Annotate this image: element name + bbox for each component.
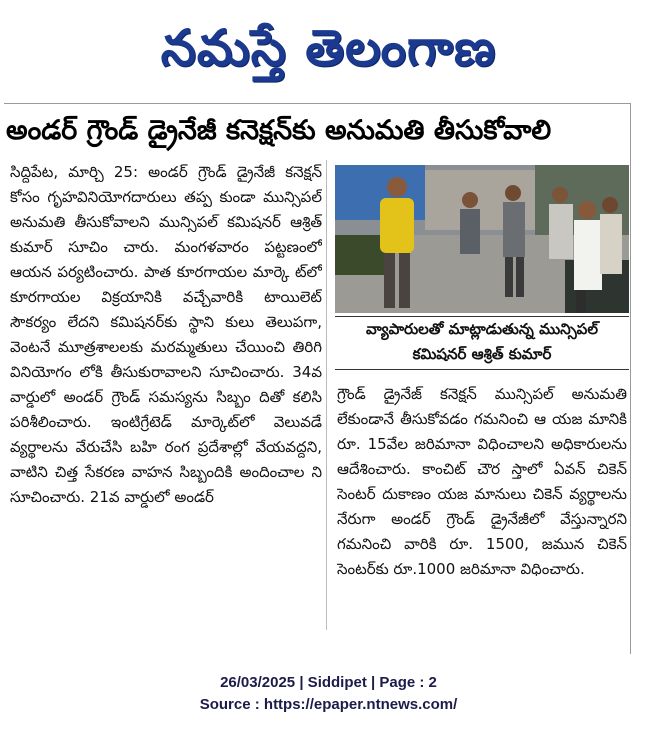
page-footer: [0, 672, 657, 716]
article-headline: అండర్ గ్రౌండ్ డ్రైనేజీ కనెక్షన్‌కు అనుమతి తీసుకోవాలి: [6, 115, 552, 146]
newspaper-masthead: [0, 6, 657, 90]
column-divider: [326, 160, 327, 630]
news-photo: [335, 165, 629, 313]
caption-line-1: వ్యాపారులతో మాట్లాడుతున్న మున్సిపల్: [366, 320, 598, 338]
street-scene-photo: [335, 165, 629, 313]
photo-caption: [335, 316, 629, 370]
article-left-column: [10, 160, 322, 635]
footer-source-link[interactable]: Source : https://epaper.ntnews.com/: [199, 696, 458, 713]
article-body-right: గ్రౌండ్ డ్రైనేజ్ కనెక్షన్ మున్సిపల్ అనుమతి లేకుండానే తీసుకోవడం గమనించి ఆ యజ మానికి రూ. 15వేల జరిమానా విధించాలని అధికారులను ఆదేశించారు. కాంచిట్ చౌర స్తాలో ఏవన్ చికెన్ సెంటర్ దుకాణం యజ మానులు చికెన్ వ్యర్థాలను నేరుగా అండర్ గ్రౌండ్ డ్రైనేజీలో వేస్తున్నారని గమనించి వారికి రూ. 1500, జమున చికెన్ సెంటర్‌కు రూ.1000 జరిమానా విధించారు.: [337, 385, 627, 578]
footer-edition-info: 26/03/2025 | Siddipet | Page : 2: [220, 674, 437, 691]
article-body-left: సిద్దిపేట, మార్చి 25: అండర్ గ్రౌండ్ డ్రైనేజీ కనెక్షన్ కోసం గృహవినియోగదారులు తప్ప కుండా మున్సిపల్ అనుమతి తీసుకోవాలని మున్సిపల్ కమిషనర్ ఆశ్రిత్ కుమార్ సూచిం చారు. మంగళవారం పట్టణంలో ఆయన పర్యటించారు. పాత కూరగాయల మార్కె ట్‌లో కూరగాయల విక్రయానికి వచ్చేవారికి టాయిలెట్ సౌకర్యం లేదని కమిషనర్‌కు స్థాని కులు తెలుపగా, వెంటనే మూత్రశాలలకు మరమ్మతులు చేయించి తిరిగి వినియోగం లోకి తీసుకురావాలని సూచించారు. 34వ వార్డులో అండర్ గ్రౌండ్ సమస్యను సిబ్బం దితో కలిసి పరిశీలించారు. ఇంటిగ్రేటెడ్ మార్కెట్‌లో వెలువడే వ్యర్థాలను వేరుచేసి బహి రంగ ప్రదేశాల్లో వేయవద్దని, వాటిని చిత్త సేకరణ వాహన సిబ్బందికి అందించాల ని సూచించారు. 21వ వార్డులో అండర్: [10, 163, 322, 506]
masthead-title: నమస్తే తెలంగాణ: [160, 18, 497, 77]
caption-line-2: కమిషనర్ ఆశ్రిత్ కుమార్: [412, 345, 552, 363]
article-right-column: [337, 382, 627, 632]
